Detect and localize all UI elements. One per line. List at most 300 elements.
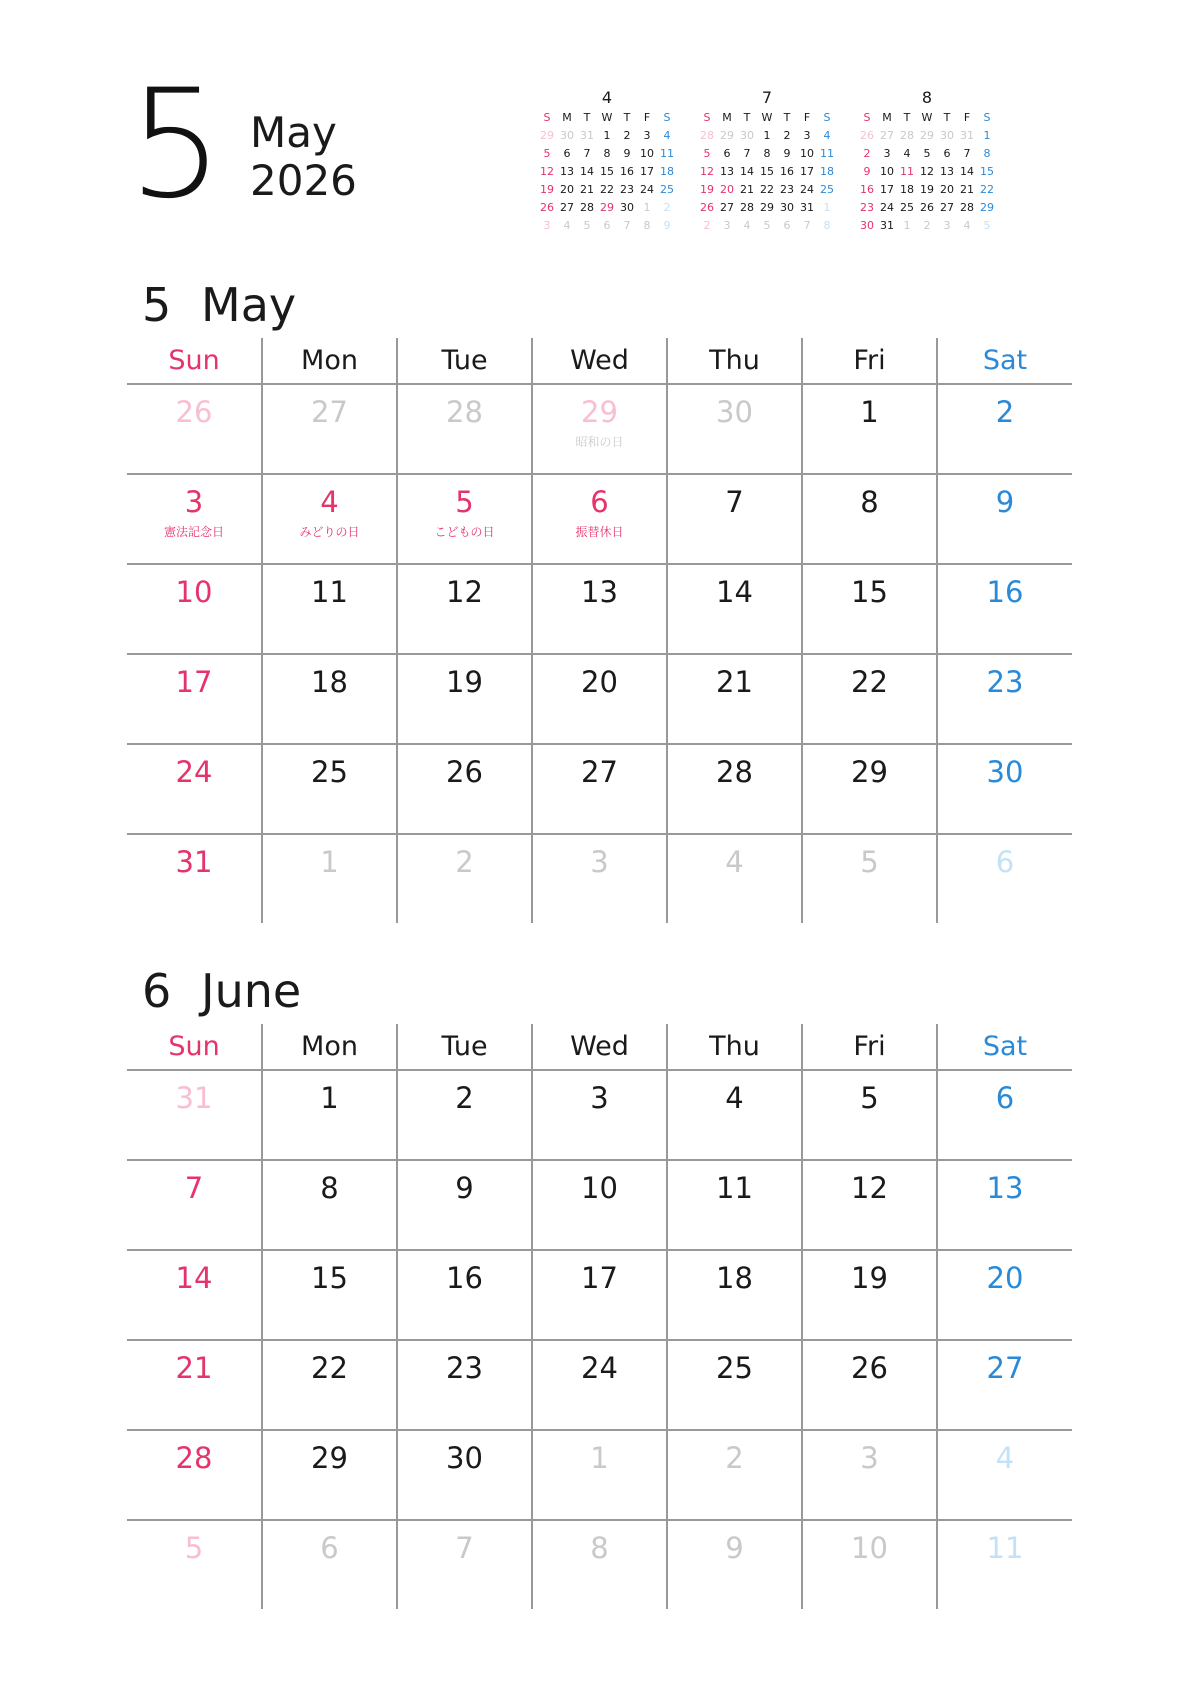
calendar-header xyxy=(0,0,1191,260)
day-cell xyxy=(127,474,262,564)
day-number: 6 xyxy=(995,1081,1015,1115)
mini-day-cell: 7 xyxy=(803,218,811,232)
mini-day-cell: 15 xyxy=(600,164,614,178)
day-number: 14 xyxy=(175,1261,213,1295)
day-number: 2 xyxy=(995,395,1015,429)
mini-day-cell: 5 xyxy=(583,218,591,232)
holiday-label: みどりの日 xyxy=(299,524,360,539)
day-number: 26 xyxy=(446,755,483,789)
day-cell xyxy=(262,1160,397,1250)
mini-calendar-title: 4 xyxy=(601,88,613,107)
mini-day-cell: 9 xyxy=(663,218,671,232)
mini-day-cell: 9 xyxy=(783,146,791,160)
day-cell xyxy=(667,1250,802,1340)
day-cell xyxy=(667,384,802,474)
day-number: 8 xyxy=(590,1531,609,1565)
mini-day-cell: 30 xyxy=(620,200,634,214)
day-number: 3 xyxy=(184,485,204,519)
day-cell xyxy=(532,1250,667,1340)
day-cell xyxy=(937,1160,1072,1250)
mini-calendar-grid xyxy=(697,108,837,234)
mini-day-cell: 14 xyxy=(580,164,594,178)
day-cell xyxy=(397,1250,532,1340)
day-cell xyxy=(937,1070,1072,1160)
mini-weekday-header: F xyxy=(963,110,971,124)
mini-day-cell: 4 xyxy=(743,218,751,232)
mini-day-cell: 29 xyxy=(600,200,614,214)
mini-day-cell: 28 xyxy=(740,200,754,214)
day-cell xyxy=(397,1070,532,1160)
mini-calendar-july xyxy=(697,88,837,234)
day-number: 12 xyxy=(851,1171,888,1205)
day-number: 1 xyxy=(320,845,339,879)
day-cell xyxy=(802,1070,937,1160)
day-cell xyxy=(262,744,397,834)
mini-weekday-header: S xyxy=(543,110,551,124)
mini-day-cell: 31 xyxy=(800,200,814,214)
day-cell xyxy=(262,1070,397,1160)
mini-calendar-title: 7 xyxy=(761,88,773,107)
mini-day-cell: 15 xyxy=(760,164,774,178)
mini-day-cell: 2 xyxy=(783,128,791,142)
weekday-header: Mon xyxy=(262,1024,397,1070)
mini-day-cell: 6 xyxy=(603,218,611,232)
mini-day-cell: 14 xyxy=(740,164,754,178)
mini-day-cell: 30 xyxy=(740,128,754,142)
mini-day-cell: 5 xyxy=(923,146,931,160)
mini-day-cell: 8 xyxy=(823,218,831,232)
mini-day-cell: 3 xyxy=(943,218,951,232)
mini-day-cell: 1 xyxy=(603,128,611,142)
day-cell xyxy=(937,1250,1072,1340)
day-cell xyxy=(667,1160,802,1250)
header-year: 2026 xyxy=(250,156,357,205)
mini-day-cell: 16 xyxy=(860,182,874,196)
mini-day-cell: 4 xyxy=(663,128,671,142)
week-row xyxy=(127,1160,1072,1250)
mini-day-cell: 4 xyxy=(903,146,911,160)
day-cell xyxy=(262,474,397,564)
day-number: 21 xyxy=(716,665,753,699)
mini-day-cell: 29 xyxy=(980,200,994,214)
day-cell xyxy=(397,564,532,654)
mini-day-cell: 20 xyxy=(940,182,954,196)
day-cell xyxy=(532,1430,667,1520)
mini-day-cell: 12 xyxy=(540,164,554,178)
day-number: 19 xyxy=(851,1261,888,1295)
weekday-header: Sat xyxy=(937,1024,1072,1070)
day-number: 31 xyxy=(175,845,213,879)
mini-day-cell: 10 xyxy=(800,146,814,160)
day-cell xyxy=(532,834,667,923)
day-number: 29 xyxy=(581,395,618,429)
month-grid xyxy=(127,1024,1072,1609)
day-cell xyxy=(262,834,397,923)
mini-day-cell: 3 xyxy=(883,146,891,160)
day-number: 1 xyxy=(590,1441,609,1475)
month-may xyxy=(127,278,1072,923)
mini-day-cell: 13 xyxy=(720,164,734,178)
day-number: 25 xyxy=(311,755,348,789)
weekday-header: Mon xyxy=(262,338,397,384)
mini-day-cell: 29 xyxy=(760,200,774,214)
day-cell xyxy=(532,744,667,834)
day-cell xyxy=(667,654,802,744)
day-number: 5 xyxy=(184,1531,204,1565)
mini-day-cell: 4 xyxy=(963,218,971,232)
day-cell xyxy=(127,1070,262,1160)
mini-day-cell: 7 xyxy=(583,146,591,160)
mini-day-cell: 28 xyxy=(700,128,714,142)
mini-day-cell: 19 xyxy=(920,182,934,196)
day-number: 6 xyxy=(590,485,609,519)
day-number: 2 xyxy=(725,1441,744,1475)
day-number: 28 xyxy=(175,1441,213,1475)
weekday-header: Sun xyxy=(127,338,262,384)
mini-day-cell: 13 xyxy=(560,164,574,178)
day-number: 29 xyxy=(851,755,888,789)
day-number: 17 xyxy=(175,665,213,699)
week-row xyxy=(127,1070,1072,1160)
day-cell xyxy=(667,1430,802,1520)
day-number: 16 xyxy=(446,1261,483,1295)
mini-day-cell: 29 xyxy=(720,128,734,142)
mini-day-cell: 1 xyxy=(643,200,651,214)
day-number: 4 xyxy=(725,845,744,879)
day-cell xyxy=(262,1520,397,1609)
mini-weekday-header: S xyxy=(703,110,711,124)
mini-weekday-header: S xyxy=(823,110,831,124)
day-cell xyxy=(262,384,397,474)
day-number: 4 xyxy=(725,1081,744,1115)
day-number: 10 xyxy=(581,1171,618,1205)
mini-day-cell: 22 xyxy=(760,182,774,196)
day-number: 11 xyxy=(986,1531,1024,1565)
day-number: 7 xyxy=(725,485,744,519)
day-cell xyxy=(802,1250,937,1340)
mini-day-cell: 31 xyxy=(960,128,974,142)
day-number: 5 xyxy=(860,1081,879,1115)
weekday-header: Fri xyxy=(802,1024,937,1070)
mini-day-cell: 8 xyxy=(983,146,991,160)
mini-day-cell: 28 xyxy=(960,200,974,214)
day-cell xyxy=(667,1070,802,1160)
day-number: 29 xyxy=(311,1441,348,1475)
mini-day-cell: 25 xyxy=(900,200,914,214)
mini-weekday-header: M xyxy=(722,110,732,124)
day-number: 4 xyxy=(995,1441,1015,1475)
mini-day-cell: 9 xyxy=(863,164,871,178)
day-number: 5 xyxy=(455,485,474,519)
day-number: 18 xyxy=(311,665,348,699)
day-number: 1 xyxy=(860,395,879,429)
week-row xyxy=(127,654,1072,744)
mini-weekday-header: M xyxy=(562,110,572,124)
mini-weekday-header: W xyxy=(601,110,613,124)
day-number: 13 xyxy=(986,1171,1024,1205)
big-month-number: 5 xyxy=(128,58,222,232)
weekday-header: Tue xyxy=(397,1024,532,1070)
mini-day-cell: 6 xyxy=(723,146,731,160)
weekday-header: Wed xyxy=(532,1024,667,1070)
mini-day-cell: 19 xyxy=(540,182,554,196)
day-number: 6 xyxy=(320,1531,339,1565)
day-cell xyxy=(802,1340,937,1430)
mini-day-cell: 12 xyxy=(700,164,714,178)
day-cell xyxy=(802,1160,937,1250)
mini-day-cell: 17 xyxy=(880,182,894,196)
day-number: 22 xyxy=(311,1351,348,1385)
week-row xyxy=(127,834,1072,923)
mini-day-cell: 10 xyxy=(640,146,654,160)
mini-day-cell: 18 xyxy=(900,182,914,196)
week-row xyxy=(127,1250,1072,1340)
month-number: 6 xyxy=(142,964,172,1018)
mini-day-cell: 24 xyxy=(800,182,814,196)
mini-day-cell: 1 xyxy=(823,200,831,214)
mini-day-cell: 1 xyxy=(763,128,771,142)
day-cell xyxy=(667,1520,802,1609)
mini-weekday-header: T xyxy=(943,110,951,124)
day-number: 30 xyxy=(986,755,1024,789)
header-month-name: May xyxy=(250,108,337,157)
mini-day-cell: 8 xyxy=(763,146,771,160)
mini-day-cell: 11 xyxy=(900,164,914,178)
day-number: 15 xyxy=(851,575,888,609)
day-cell xyxy=(127,654,262,744)
day-cell xyxy=(802,744,937,834)
day-number: 10 xyxy=(175,575,213,609)
day-number: 25 xyxy=(716,1351,753,1385)
day-number: 9 xyxy=(995,485,1015,519)
mini-day-cell: 30 xyxy=(780,200,794,214)
day-number: 9 xyxy=(455,1171,474,1205)
day-cell xyxy=(532,1340,667,1430)
day-cell xyxy=(262,1430,397,1520)
day-cell xyxy=(532,1160,667,1250)
day-cell xyxy=(532,384,667,474)
mini-day-cell: 16 xyxy=(620,164,634,178)
mini-day-cell: 4 xyxy=(823,128,831,142)
mini-day-cell: 24 xyxy=(640,182,654,196)
day-number: 23 xyxy=(986,665,1024,699)
mini-calendar-august xyxy=(857,88,997,234)
mini-day-cell: 30 xyxy=(940,128,954,142)
mini-day-cell: 30 xyxy=(860,218,874,232)
day-number: 22 xyxy=(851,665,888,699)
mini-day-cell: 21 xyxy=(960,182,974,196)
day-cell xyxy=(802,384,937,474)
day-cell xyxy=(397,384,532,474)
mini-day-cell: 31 xyxy=(580,128,594,142)
mini-calendar-title: 8 xyxy=(921,88,933,107)
mini-calendar-april xyxy=(537,88,677,234)
mini-weekday-header: W xyxy=(761,110,773,124)
day-number: 3 xyxy=(860,1441,879,1475)
day-number: 10 xyxy=(851,1531,888,1565)
mini-day-cell: 28 xyxy=(900,128,914,142)
month-heading xyxy=(127,964,1072,1024)
mini-day-cell: 29 xyxy=(920,128,934,142)
day-number: 21 xyxy=(175,1351,213,1385)
mini-day-cell: 13 xyxy=(940,164,954,178)
day-number: 18 xyxy=(716,1261,753,1295)
day-number: 8 xyxy=(860,485,879,519)
mini-day-cell: 5 xyxy=(543,146,551,160)
mini-day-cell: 15 xyxy=(980,164,994,178)
week-row xyxy=(127,1340,1072,1430)
day-number: 17 xyxy=(581,1261,618,1295)
mini-day-cell: 22 xyxy=(980,182,994,196)
day-cell xyxy=(532,1070,667,1160)
mini-day-cell: 7 xyxy=(623,218,631,232)
mini-day-cell: 21 xyxy=(580,182,594,196)
day-cell xyxy=(802,1520,937,1609)
mini-day-cell: 1 xyxy=(903,218,911,232)
day-number: 7 xyxy=(455,1531,474,1565)
month-name: June xyxy=(201,964,302,1018)
day-number: 2 xyxy=(455,1081,474,1115)
day-cell xyxy=(802,564,937,654)
mini-day-cell: 26 xyxy=(860,128,874,142)
mini-day-cell: 23 xyxy=(780,182,794,196)
mini-day-cell: 8 xyxy=(643,218,651,232)
day-number: 5 xyxy=(860,845,879,879)
day-number: 13 xyxy=(581,575,618,609)
mini-day-cell: 31 xyxy=(880,218,894,232)
day-cell xyxy=(127,1520,262,1609)
mini-weekday-header: T xyxy=(783,110,791,124)
week-row xyxy=(127,564,1072,654)
day-cell xyxy=(667,1340,802,1430)
mini-day-cell: 11 xyxy=(660,146,674,160)
week-row xyxy=(127,384,1072,474)
weekday-header: Wed xyxy=(532,338,667,384)
day-cell xyxy=(532,564,667,654)
mini-day-cell: 2 xyxy=(703,218,711,232)
mini-weekday-header: T xyxy=(903,110,911,124)
mini-day-cell: 14 xyxy=(960,164,974,178)
day-number: 12 xyxy=(446,575,483,609)
mini-day-cell: 9 xyxy=(623,146,631,160)
mini-day-cell: 25 xyxy=(660,182,674,196)
mini-weekday-header: F xyxy=(643,110,651,124)
week-row xyxy=(127,1520,1072,1609)
day-number: 27 xyxy=(311,395,348,429)
day-cell xyxy=(127,1340,262,1430)
week-row xyxy=(127,744,1072,834)
day-cell xyxy=(667,564,802,654)
day-cell xyxy=(397,474,532,564)
day-cell xyxy=(802,474,937,564)
mini-day-cell: 5 xyxy=(763,218,771,232)
mini-day-cell: 3 xyxy=(803,128,811,142)
mini-day-cell: 20 xyxy=(720,182,734,196)
day-number: 30 xyxy=(716,395,753,429)
mini-day-cell: 22 xyxy=(600,182,614,196)
mini-day-cell: 11 xyxy=(820,146,834,160)
day-cell xyxy=(127,1430,262,1520)
day-number: 16 xyxy=(986,575,1024,609)
month-june xyxy=(127,964,1072,1609)
day-cell xyxy=(937,1430,1072,1520)
day-cell xyxy=(937,384,1072,474)
day-number: 31 xyxy=(175,1081,213,1115)
mini-day-cell: 7 xyxy=(743,146,751,160)
day-cell xyxy=(127,1160,262,1250)
mini-day-cell: 6 xyxy=(943,146,951,160)
mini-day-cell: 25 xyxy=(820,182,834,196)
mini-day-cell: 2 xyxy=(923,218,931,232)
day-cell xyxy=(397,744,532,834)
day-cell xyxy=(127,834,262,923)
mini-day-cell: 2 xyxy=(623,128,631,142)
mini-weekday-header: S xyxy=(863,110,871,124)
day-cell xyxy=(127,1250,262,1340)
month-grid xyxy=(127,338,1072,923)
mini-weekday-header: T xyxy=(743,110,751,124)
day-cell xyxy=(937,1520,1072,1609)
mini-day-cell: 2 xyxy=(863,146,871,160)
mini-day-cell: 23 xyxy=(860,200,874,214)
mini-day-cell: 10 xyxy=(880,164,894,178)
day-number: 3 xyxy=(590,1081,609,1115)
day-cell xyxy=(937,1340,1072,1430)
day-cell xyxy=(262,1340,397,1430)
mini-day-cell: 6 xyxy=(783,218,791,232)
day-number: 8 xyxy=(320,1171,339,1205)
day-cell xyxy=(127,384,262,474)
mini-day-cell: 8 xyxy=(603,146,611,160)
day-number: 6 xyxy=(995,845,1015,879)
mini-day-cell: 12 xyxy=(920,164,934,178)
month-heading xyxy=(127,278,1072,338)
day-number: 7 xyxy=(184,1171,204,1205)
day-cell xyxy=(262,654,397,744)
day-cell xyxy=(397,1430,532,1520)
mini-day-cell: 26 xyxy=(920,200,934,214)
mini-day-cell: 27 xyxy=(880,128,894,142)
mini-day-cell: 30 xyxy=(560,128,574,142)
mini-calendar-grid xyxy=(857,108,997,234)
mini-weekday-header: F xyxy=(803,110,811,124)
mini-day-cell: 6 xyxy=(563,146,571,160)
mini-day-cell: 21 xyxy=(740,182,754,196)
day-number: 1 xyxy=(320,1081,339,1115)
mini-weekday-header: S xyxy=(983,110,991,124)
mini-day-cell: 4 xyxy=(563,218,571,232)
day-number: 24 xyxy=(581,1351,618,1385)
holiday-label: こどもの日 xyxy=(434,524,495,539)
day-cell xyxy=(397,834,532,923)
mini-weekday-header: M xyxy=(882,110,892,124)
mini-day-cell: 27 xyxy=(560,200,574,214)
mini-day-cell: 5 xyxy=(703,146,711,160)
day-number: 23 xyxy=(446,1351,483,1385)
holiday-label: 昭和の日 xyxy=(575,434,624,449)
weekday-header: Thu xyxy=(667,338,802,384)
mini-day-cell: 18 xyxy=(820,164,834,178)
day-number: 20 xyxy=(986,1261,1024,1295)
mini-day-cell: 26 xyxy=(700,200,714,214)
day-number: 24 xyxy=(175,755,213,789)
week-row xyxy=(127,1430,1072,1520)
day-cell xyxy=(937,744,1072,834)
mini-day-cell: 17 xyxy=(640,164,654,178)
day-cell xyxy=(532,474,667,564)
day-cell xyxy=(937,474,1072,564)
mini-day-cell: 27 xyxy=(940,200,954,214)
